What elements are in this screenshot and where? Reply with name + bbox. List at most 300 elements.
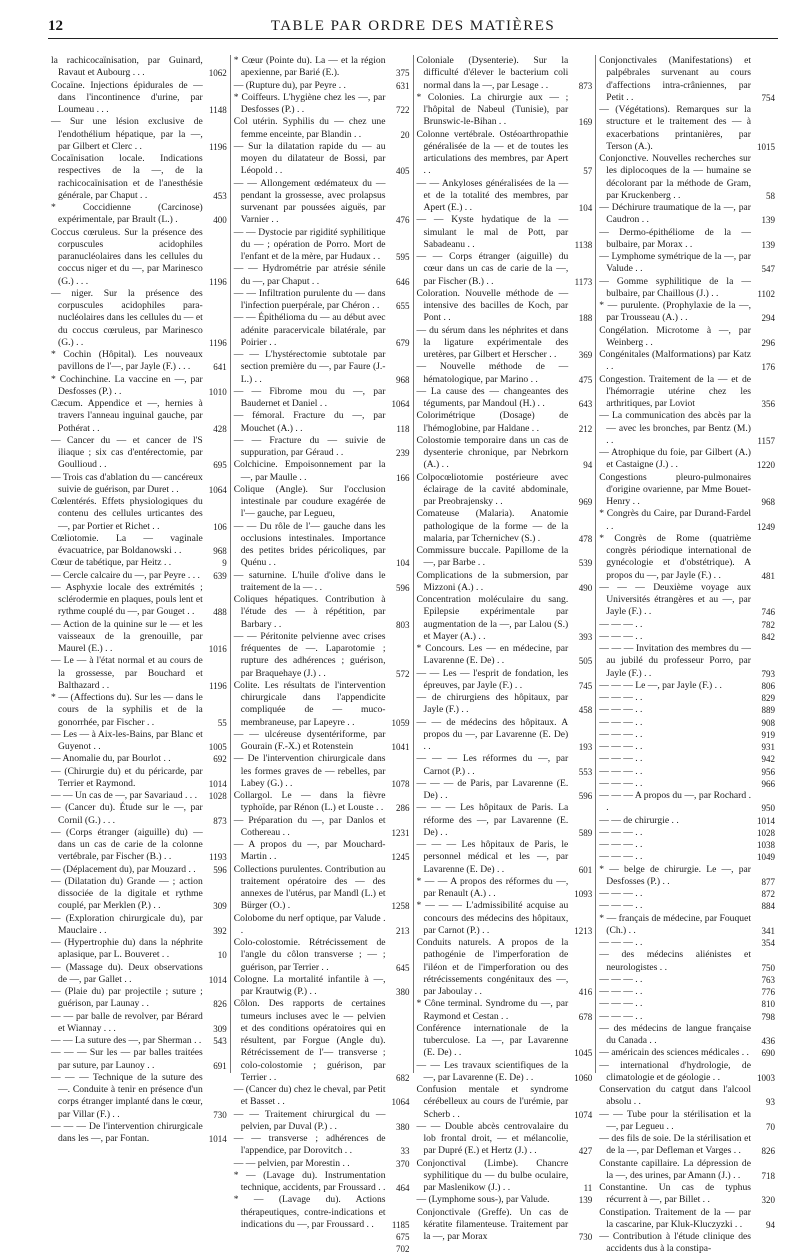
index-entry <box>417 1121 593 1158</box>
entry-page-number: 1157 <box>757 435 775 446</box>
entry-text: Conjonctive. Nouvelles recherches sur les diplocoques de la — humaine se décolorant par la méthode de Gram, par Kruckenberg . . <box>599 153 751 201</box>
entry-text: — (Cancer du) chez le cheval, par Petit et Basset . . <box>233 1084 386 1108</box>
entry-page-number: 691 <box>213 1060 227 1071</box>
index-entry <box>51 55 227 80</box>
index-entry <box>599 1158 775 1183</box>
index-entry <box>234 1158 410 1170</box>
entry-text: — — — Invitation des membres du — au jubilé du professeur Porro, par Jayle (F.) . . <box>599 643 751 679</box>
entry-page-number: 873 <box>213 815 227 826</box>
entry-page-number: 553 <box>578 766 593 777</box>
entry-page-number: 810 <box>761 999 775 1010</box>
entry-text: — — — . . <box>599 704 643 716</box>
index-entry <box>417 594 593 643</box>
entry-page-number: 1064 <box>391 1097 410 1108</box>
index-entry <box>234 1194 410 1231</box>
index-entry <box>599 753 775 765</box>
index-entry <box>417 1023 593 1060</box>
index-entry <box>234 141 410 178</box>
entry-page-number: 969 <box>578 497 593 507</box>
entry-page-number: 968 <box>761 497 775 507</box>
entry-page-number: 1015 <box>757 141 775 152</box>
entry-text: Collargol. Le — dans la fièvre typhoïde, par Rénon (L.) et Louste . . <box>233 790 386 814</box>
index-entry <box>234 631 410 680</box>
index-entry <box>417 876 593 901</box>
entry-page-number: 1258 <box>391 901 410 912</box>
page-title: TABLE PAR ORDRE DES MATIÈRES <box>270 18 556 34</box>
entry-text: — — Hydrométrie par atrésie sénile du —, par Chaput . . <box>233 263 386 287</box>
entry-text: — (Massage du). Deux observations de —, par Gallet . . <box>51 961 203 985</box>
entry-page-number: 942 <box>761 754 775 765</box>
entry-page-number: 1060 <box>574 1072 593 1083</box>
entry-page-number: 730 <box>578 1232 593 1242</box>
index-entry <box>51 374 227 399</box>
entry-text: Cocaïne. Injections épidurales de — dans l'incontinence d'urine, par Loumeau . . . <box>51 79 203 115</box>
index-entry <box>417 472 593 509</box>
entry-text: — — L'hystérectomie subtotale par section première du —, par Faure (J.-L.) . . <box>233 349 386 385</box>
entry-text: — Sur une lésion exclusive de l'endothélium hépatique, par la —, par Gilbert et Clerc . . <box>51 116 203 152</box>
entry-page-number: 695 <box>213 460 227 471</box>
entry-page-number: 968 <box>396 374 410 385</box>
entry-page-number: 118 <box>396 423 410 434</box>
entry-page-number: 730 <box>213 1109 227 1120</box>
entry-page-number: 356 <box>761 399 775 409</box>
index-entry <box>51 619 227 656</box>
index-entry <box>234 263 410 288</box>
entry-text: Constantine. Un cas de typhus récurrent à —, par Billet . . <box>599 1182 751 1206</box>
index-entry <box>51 962 227 987</box>
entry-text: — — Fracture du — suivie de suppuration, par Géraud . . <box>233 434 386 458</box>
entry-text: — — Du rôle de l'— gauche dans les occlusions intestinales. Importance des petites brides péricoliques, par Quénu . . <box>233 520 386 569</box>
index-entry <box>599 251 775 276</box>
entry-text: — — Allongement œdémateux du — pendant la grossesse, avec prolapsus survenant par poussées aiguës, par Varnier . . <box>233 177 386 226</box>
index-entry <box>234 1243 410 1255</box>
entry-page-number: 547 <box>761 264 775 275</box>
entry-text: Constante capillaire. La dépression de la —, des urines, par Amann (J.) . . <box>599 1157 751 1181</box>
entry-page-number: 589 <box>578 827 593 838</box>
index-entry <box>599 1182 775 1207</box>
entry-text: Col utérin. Syphilis du — chez une femme enceinte, par Blandin . . <box>233 116 386 140</box>
index-entry <box>599 533 775 582</box>
entry-text: — (Dilatation du) Grande — ; action dissociée de la digitale et rythme couplé, par Merklen (P.) . . <box>51 875 203 912</box>
entry-text: — — transverse ; adhérences de l'appendice, par Dorovitch . . <box>233 1133 386 1157</box>
index-column-3 <box>414 55 597 1242</box>
entry-page-number: 1231 <box>391 827 410 838</box>
entry-page-number: 213 <box>396 925 410 936</box>
entry-page-number: 722 <box>396 105 410 115</box>
index-entry <box>51 1035 227 1047</box>
index-entry <box>51 533 227 558</box>
index-entry <box>599 864 775 889</box>
entry-text: — des médecins aliénistes et neurologistes . . <box>599 949 751 973</box>
entry-text: — international d'hydrologie, de climatologie et de géologie . . <box>599 1059 751 1083</box>
entry-page-number: 370 <box>396 1158 410 1169</box>
index-entry <box>599 729 775 741</box>
entry-page-number: 745 <box>578 680 593 691</box>
index-entry <box>51 827 227 864</box>
entry-page-number: 641 <box>213 362 227 373</box>
index-entry <box>417 778 593 803</box>
index-entry <box>234 937 410 974</box>
index-entry <box>599 472 775 509</box>
entry-page-number: 931 <box>761 742 775 752</box>
index-entry <box>417 1158 593 1195</box>
entry-page-number: 458 <box>578 705 593 716</box>
index-entry <box>234 55 410 80</box>
index-column-1 <box>48 55 231 1144</box>
entry-text: — — Corps étranger (aiguille) du cœur dans un cas de carie de la —, par Fischer (B.) . . <box>416 251 569 287</box>
index-entry <box>234 974 410 999</box>
entry-text: — Trois cas d'ablation du — cancéreux suivie de guérison, par Duret . . <box>51 471 203 495</box>
entry-text: — saturnine. L'huile d'olive dans le traitement de la — . . <box>233 569 386 593</box>
entry-text: — — — Le —, par Jayle (F.) . . <box>599 679 722 691</box>
entry-text: * Coccidienne (Carcinose) expérimentale, par Brault (L.) . <box>51 202 203 226</box>
index-entry <box>51 876 227 913</box>
entry-text: — (Plaie du) par projectile ; suture ; guérison, par Launay . . <box>51 986 203 1010</box>
entry-text: Côlon. Des rapports de certaines tumeurs incluses avec le — pelvien et des conditions opératoires qui en résultent, par Forgue (Angle du). Rétrécissement de l'— transverse ; colo-colostomie ; guérison, par Terrier . . <box>233 998 386 1083</box>
entry-text: Coloniale (Dysenterie). Sur la difficulté d'élever le bacterium coli normal dans la —, par Lesage . . <box>416 55 569 91</box>
entry-text: * Congrès du Caire, par Durand-Fardel . . <box>599 508 751 532</box>
entry-text: — — — . . <box>599 826 643 838</box>
entry-text: Confusion mentale et syndrome cérébelleux au cours de l'urémie, par Scherb . . <box>416 1084 569 1120</box>
entry-text: — — Un cas de —, par Savariaud . . . <box>51 790 198 801</box>
entry-text: * — — — L'admissibilité acquise au concours des médecins des hôpitaux, par Carnot (P.) . . <box>416 900 569 936</box>
entry-page-number: 1213 <box>574 925 593 936</box>
entry-text: Conservation du catgut dans l'alcool absolu . . <box>599 1084 751 1108</box>
entry-text: — — — Technique de la suture des —. Conduite à tenir en présence d'un corps étranger implanté dans le cœur, par Villar (F.) . . <box>51 1071 203 1120</box>
entry-text: Colite. Les résultats de l'intervention chirurgicale dans l'appendicite compliquée de — muco-membraneuse, par Lapeyre . . <box>233 679 386 728</box>
entry-text: Conjonctival (Limbe). Chancre syphilitique du — du bulbe oculaire, par Maslenikow (J.) . . <box>416 1157 569 1193</box>
entry-page-number: 655 <box>396 301 410 311</box>
index-entry <box>51 557 227 569</box>
index-entry <box>417 753 593 778</box>
entry-text: — — — . . <box>599 716 643 728</box>
entry-text: — — Double abcès centrovalaire du lob frontal droit, — et mélancolie, par Dupré (E.) et Hertz (J.) . . <box>416 1120 569 1157</box>
entry-page-number: 1173 <box>574 276 593 287</box>
entry-page-number: 1196 <box>209 337 227 348</box>
index-entry <box>51 349 227 374</box>
entry-text: — Préparation du —, par Danlos et Cothereau . . <box>233 814 386 838</box>
entry-text: — — — . . <box>599 618 643 630</box>
index-entry <box>234 1084 410 1109</box>
index-entry <box>51 1047 227 1072</box>
entry-text: Colobome du nerf optique, par Valude . . <box>233 912 386 936</box>
index-entry <box>599 1047 775 1059</box>
entry-page-number: 873 <box>578 80 593 91</box>
index-entry <box>417 545 593 570</box>
entry-page-number: 400 <box>213 215 227 226</box>
index-entry <box>234 459 410 484</box>
entry-text: Conjonctivale (Greffe). Un cas de kératite filamenteuse. Traitement par la —, par Morax <box>416 1206 569 1242</box>
index-entry <box>417 178 593 215</box>
entry-page-number: 375 <box>396 68 410 79</box>
entry-text: — Le — à l'état normal et au cours de la grossesse, par Bouchard et Balthazard . . <box>51 655 203 691</box>
index-entry <box>51 864 227 876</box>
entry-text: — — — Deuxième voyage aux Universités étrangères et au —, par Jayle (F.) . . <box>599 581 751 618</box>
index-entry <box>234 80 410 92</box>
entry-text: — Anomalie du, par Bourlot . . <box>51 753 171 765</box>
entry-text: — — Infiltration purulente du — dans l'infection puerpérale, par Chéron . . <box>233 287 386 311</box>
index-entry <box>599 741 775 753</box>
entry-text: — de chirurgiens des hôpitaux, par Jayle (F.) . . <box>416 692 569 716</box>
entry-page-number: 692 <box>213 754 227 765</box>
entry-text: — fémoral. Fracture du —, par Mouchet (A.) . . <box>233 410 386 434</box>
entry-text: — — — Les réformes du —, par Carnot (P.) . . <box>416 753 569 777</box>
entry-page-number: 1220 <box>757 460 775 471</box>
entry-page-number: 239 <box>396 448 410 458</box>
entry-text: — — — . . <box>599 741 643 752</box>
entry-page-number: 1014 <box>208 1134 227 1144</box>
index-entry <box>417 802 593 839</box>
index-entry <box>599 986 775 998</box>
index-entry <box>417 129 593 178</box>
index-entry <box>417 508 593 545</box>
entry-page-number: 643 <box>578 399 593 409</box>
index-entry <box>599 631 775 643</box>
entry-text: — — — . . <box>599 888 643 899</box>
entry-page-number: 596 <box>578 791 593 801</box>
entry-page-number: 1064 <box>391 399 410 409</box>
index-entry <box>417 214 593 251</box>
entry-page-number: 919 <box>761 729 775 740</box>
entry-text: Cæcum. Appendice et —, hernies à travers l'anneau inguinal gauche, par Pothérat . . <box>51 398 203 434</box>
entry-text: — — — De l'intervention chirurgicale dans les —, par Fontan. <box>51 1120 203 1144</box>
index-entry <box>234 312 410 349</box>
entry-page-number: 405 <box>396 166 410 177</box>
index-entry <box>234 178 410 227</box>
entry-text: — La cause des — changeantes des téguments, par Mandoul (H.) . . <box>416 385 569 409</box>
index-entry <box>51 153 227 202</box>
entry-text: Coliques hépatiques. Contribution à l'étude des — à répétition, par Barbary . . <box>233 594 386 630</box>
entry-text: Coloration. Nouvelle méthode de — intensive des bacilles de Koch, par Pont . . <box>416 287 569 324</box>
entry-text: * Colonies. La chirurgie aux — ; l'hôpital de Nabeul (Tunisie), par Brunswic-le-Bihan . . <box>416 91 569 128</box>
index-entry <box>417 325 593 362</box>
entry-page-number: 1185 <box>391 1219 410 1230</box>
entry-page-number: 678 <box>578 1011 593 1022</box>
index-entry <box>599 692 775 704</box>
index-entry <box>417 386 593 411</box>
index-entry <box>417 937 593 998</box>
index-entry <box>51 802 227 827</box>
index-entry <box>51 570 227 582</box>
entry-page-number: 427 <box>578 1146 593 1157</box>
entry-page-number: 1102 <box>757 288 775 299</box>
entry-text: — De l'intervention chirurgicale dans les formes graves de — rebelles, par Labey (G.) . . <box>233 753 386 789</box>
index-entry <box>599 900 775 912</box>
entry-page-number: 1014 <box>208 778 227 789</box>
entry-text: — — — . . <box>599 765 643 777</box>
index-entry <box>599 300 775 325</box>
entry-text: * Cochinchine. La vaccine en —, par Desfosses (P.) . . <box>51 373 203 397</box>
entry-page-number: 1078 <box>391 778 410 789</box>
index-entry <box>51 435 227 472</box>
index-entry <box>51 1011 227 1036</box>
entry-page-number: 872 <box>761 889 775 899</box>
entry-text: Congénitales (Malformations) par Katz . . <box>599 349 751 373</box>
entry-text: — — — . . <box>599 937 643 948</box>
entry-text: — Cercle calcaire du —, par Peyre . . . <box>51 569 200 581</box>
entry-page-number: 309 <box>213 901 227 912</box>
entry-text: — Asphyxie locale des extrémités ; sclérodermie en plaques, pouls lent et rythme couplé du —, par Gouget . . <box>51 581 203 618</box>
entry-text: Colo-colostomie. Rétrécissement de l'angle du côlon transverse ; — ; guérison, par Terrier . . <box>233 937 386 973</box>
entry-page-number: 798 <box>761 1011 775 1022</box>
entry-page-number: 33 <box>400 1146 410 1157</box>
entry-page-number: 1010 <box>208 386 227 397</box>
entry-text: Concentration moléculaire du sang. Epilepsie expérimentale par augmentation de la —, par Lalou (S.) et Mayer (A.) . . <box>416 594 569 642</box>
entry-text: — Atrophique du foie, par Gilbert (A.) et Castaigne (J.) . . <box>599 447 751 471</box>
entry-page-number: 1193 <box>209 852 227 863</box>
entry-text: Complications de la submersion, par Mizzoni (A.) . . <box>416 569 569 593</box>
entry-page-number: 842 <box>761 631 775 642</box>
entry-page-number: 826 <box>761 1146 775 1157</box>
entry-page-number: 393 <box>578 631 593 642</box>
entry-text: — — ulcéreuse dysentériforme, par Gourain (F.-X.) et Rotenstein <box>233 728 386 752</box>
index-entry <box>599 374 775 411</box>
entry-page-number: 488 <box>213 607 227 618</box>
index-entry <box>599 790 775 815</box>
entry-text: * — français de médecine, par Fouquet (Ch.) . . <box>599 912 751 936</box>
index-column-2 <box>231 55 414 1255</box>
entry-text: Collections purulentes. Contribution au traitement opératoire des — des annexes de l'utérus, par Mandl (L.) et Bürger (O.) . <box>233 863 386 912</box>
entry-page-number: 1028 <box>757 827 775 838</box>
entry-page-number: 679 <box>396 337 410 348</box>
index-entry <box>599 55 775 104</box>
entry-page-number: 139 <box>761 215 775 226</box>
entry-page-number: 169 <box>578 117 593 128</box>
entry-page-number: 1064 <box>208 484 227 495</box>
entry-text: Congestion. Traitement de la — et de l'hémorragie utérine chez les arthritiques, par Loviot <box>599 373 751 409</box>
index-entry <box>51 753 227 765</box>
entry-page-number: 1014 <box>757 815 775 826</box>
index-entry <box>599 1084 775 1109</box>
index-entry <box>417 1194 593 1206</box>
index-entry <box>234 913 410 938</box>
entry-page-number: 877 <box>761 876 775 887</box>
entry-text: — — — Sur les — par balles traitées par suture, par Launoy . . <box>51 1047 203 1071</box>
entry-page-number: 690 <box>761 1048 775 1059</box>
entry-text: — — — . . <box>599 753 643 765</box>
entry-text: * Concours. Les — en médecine, par Lavarenne (E. De) . . <box>416 643 569 667</box>
entry-text: — (Hypertrophie du) dans la néphrite aplasique, par L. Bouveret . . <box>51 937 203 961</box>
entry-page-number: 596 <box>396 582 410 593</box>
entry-page-number: 829 <box>761 693 775 703</box>
entry-page-number: 956 <box>761 766 775 777</box>
entry-page-number: 646 <box>396 276 410 287</box>
entry-page-number: 1196 <box>209 680 227 691</box>
entry-text: — — Péritonite pelvienne avec crises fréquentes de —. Laparotomie ; rupture des adhérences ; guérison, par Braquehaye (J.) . . <box>233 630 386 679</box>
index-entry <box>599 949 775 974</box>
entry-page-number: 94 <box>766 1219 775 1230</box>
index-entry <box>417 251 593 288</box>
entry-text: — — — Les hôpitaux de Paris. La réforme des —, par Lavarenne (E. De) . . <box>416 802 569 838</box>
entry-page-number: 682 <box>396 1072 410 1083</box>
index-entry <box>417 668 593 693</box>
entry-page-number: 341 <box>761 925 775 936</box>
entry-text: — — de médecins des hôpitaux. A propos du —, par Lavarenne (E. De) . . <box>416 716 569 752</box>
page-number: 12 <box>48 18 63 34</box>
entry-text: * — (Affections du). Sur les — dans le cours de la syphilis et de la gonorrhée, par Fischer . . <box>51 692 203 728</box>
entry-text: — — — . . <box>599 1010 643 1022</box>
entry-text: * — belge de chirurgie. Le —, par Desfosses (P.) . . <box>599 863 751 887</box>
entry-page-number: 464 <box>396 1183 410 1193</box>
index-entry <box>234 386 410 411</box>
index-entry <box>51 790 227 802</box>
entry-page-number: 631 <box>396 80 410 91</box>
index-entry <box>234 570 410 595</box>
entry-page-number: 1093 <box>574 889 593 899</box>
index-entry <box>417 55 593 92</box>
index-entry <box>234 484 410 521</box>
index-entry <box>51 496 227 533</box>
entry-page-number: 436 <box>761 1036 775 1046</box>
entry-text: — — — . . <box>599 777 643 789</box>
index-entry <box>599 325 775 350</box>
entry-text: — (Chirurgie du) et du péricarde, par Terrier et Raymond. <box>51 765 203 789</box>
entry-text: — Déchirure traumatique de la —, par Caudron . . <box>599 202 751 226</box>
index-entry <box>599 410 775 447</box>
entry-text: — — Kyste hydatique de la — simulant le mal de Pott, par Sabadeanu . . <box>416 214 569 250</box>
entry-page-number: 1005 <box>208 742 227 752</box>
index-entry <box>51 729 227 754</box>
index-entry <box>417 1207 593 1244</box>
entry-text: Coccus cœruleus. Sur la présence des corpuscules acidophiles paranucléolaires dans les cellules du coccus niger et du —, par Marinesco (G.) . . . <box>51 226 203 287</box>
entry-page-number: 286 <box>396 803 410 814</box>
entry-page-number: 476 <box>396 215 410 226</box>
index-entry <box>234 435 410 460</box>
entry-page-number: 139 <box>761 239 775 250</box>
entry-page-number: 746 <box>761 607 775 618</box>
entry-page-number: 104 <box>578 203 593 213</box>
index-entry <box>234 92 410 117</box>
index-entry <box>599 839 775 851</box>
entry-page-number: 11 <box>583 1183 593 1193</box>
entry-text: — Sur la dilatation rapide du — au moyen du dilatateur de Bossi, par Léopold . . <box>233 140 386 177</box>
index-entry <box>417 998 593 1023</box>
entry-page-number: 93 <box>766 1097 775 1108</box>
entry-page-number: 481 <box>761 570 775 581</box>
entry-text: * — (Lavage du). Actions thérapeutiques, contre-indications et indications du —, par Froussard . . <box>233 1194 386 1230</box>
index-entry <box>599 1231 775 1256</box>
entry-text: — — — . . <box>599 973 643 985</box>
entry-page-number: 950 <box>761 803 775 814</box>
index-entry <box>599 349 775 374</box>
entry-page-number: 645 <box>396 962 410 973</box>
entry-page-number: 453 <box>213 190 227 201</box>
entry-page-number: 428 <box>213 423 227 434</box>
index-entry <box>599 998 775 1010</box>
entry-page-number: 889 <box>761 705 775 716</box>
index-entry <box>599 827 775 839</box>
entry-page-number: 966 <box>761 778 775 789</box>
entry-text: Colostomie temporaire dans un cas de dysenterie chronique, par Nebrkorn (A.) . . <box>416 434 569 471</box>
index-entry <box>599 851 775 863</box>
index-entry <box>234 729 410 754</box>
entry-page-number: 782 <box>761 619 775 630</box>
entry-page-number: 193 <box>578 742 593 752</box>
entry-text: — — — . . <box>599 839 643 850</box>
entry-page-number: 754 <box>761 92 775 103</box>
entry-page-number: 309 <box>213 1023 227 1034</box>
entry-text: — — Traitement chirurgical du — pelvien, par Duval (P.) . . <box>233 1108 386 1132</box>
entry-text: — américain des sciences médicales . . <box>599 1047 749 1059</box>
entry-text: * Cœur (Pointe du). La — et la région apexienne, par Barié (E.). <box>233 55 386 79</box>
entry-text: Cœliotomie. La — vaginale évacuatrice, par Boldanowski . . <box>51 532 203 556</box>
entry-page-number: 1014 <box>208 974 227 985</box>
entry-text: Colorimétrique (Dosage) de l'hémoglobine, par Haldane . . <box>416 410 569 434</box>
entry-page-number: 1016 <box>208 644 227 654</box>
entry-page-number: 1074 <box>574 1109 593 1120</box>
index-entry <box>417 570 593 595</box>
entry-page-number: 1148 <box>209 105 227 115</box>
